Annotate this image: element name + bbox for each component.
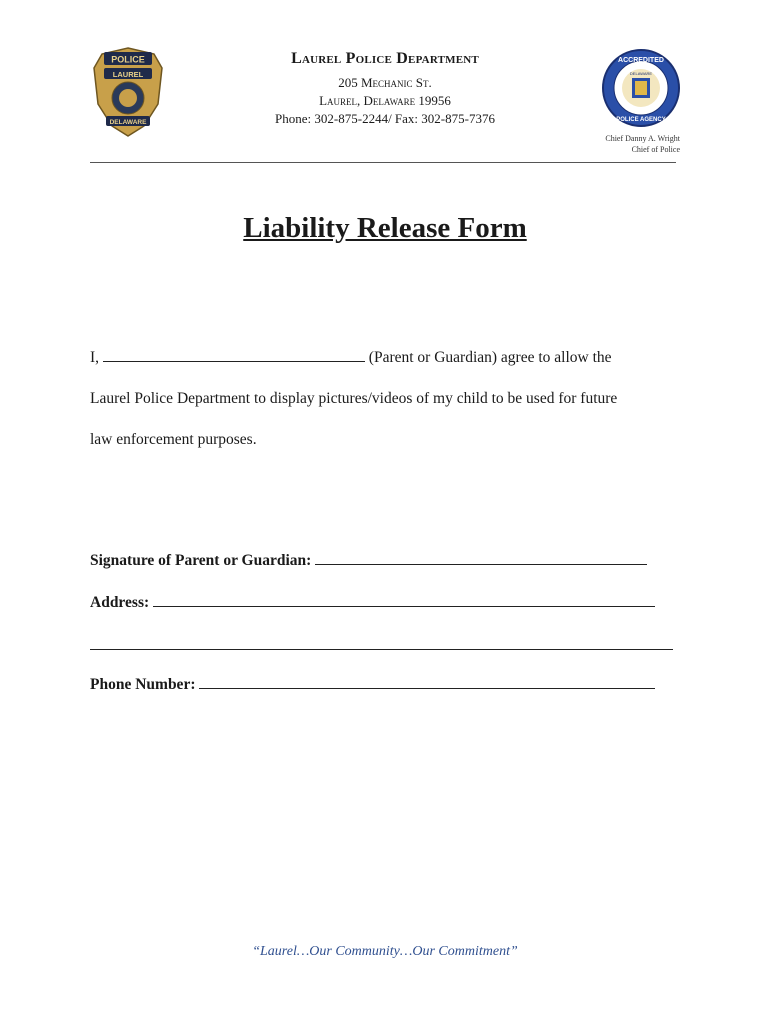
letterhead bbox=[200, 50, 570, 128]
city-state-zip: Laurel, Delaware 19956 bbox=[319, 93, 451, 108]
signature-field[interactable] bbox=[315, 550, 647, 565]
address-row bbox=[90, 592, 655, 612]
street-address: 205 Mechanic St. bbox=[338, 75, 432, 90]
chief-block bbox=[605, 133, 680, 155]
address-label: Address: bbox=[90, 594, 150, 611]
signature-label: Signature of Parent or Guardian: bbox=[90, 552, 312, 569]
accred-top-text: ACCREDITED bbox=[618, 57, 664, 64]
badge-bottom-text: DELAWARE bbox=[109, 119, 147, 126]
department-name: Laurel Police Department bbox=[291, 50, 479, 67]
chief-title: Chief of Police bbox=[631, 145, 680, 154]
phone-label: Phone Number: bbox=[90, 676, 196, 693]
address-field-line-2[interactable] bbox=[90, 649, 673, 650]
address-field[interactable] bbox=[153, 592, 655, 607]
header-divider bbox=[90, 162, 676, 163]
statement-line-3: law enforcement purposes. bbox=[90, 431, 257, 448]
guardian-name-field[interactable] bbox=[103, 347, 365, 362]
accred-bottom-text: POLICE AGENCY bbox=[616, 117, 666, 123]
statement-prefix: I, bbox=[90, 349, 100, 366]
phone-field[interactable] bbox=[199, 674, 655, 689]
statement-line-2: Laurel Police Department to display pictures/videos of my child to be used for future bbox=[90, 390, 618, 407]
accred-state-text: DELAWARE bbox=[629, 71, 653, 76]
phone-fax: Phone: 302-875-2244/ Fax: 302-875-7376 bbox=[275, 111, 495, 126]
accreditation-seal-icon bbox=[601, 48, 681, 128]
statement-line-1 bbox=[90, 337, 690, 378]
phone-row bbox=[90, 674, 655, 694]
badge-top-text: POLICE bbox=[111, 54, 145, 65]
statement-suffix: (Parent or Guardian) agree to allow the bbox=[368, 349, 612, 366]
footer-motto: “Laurel…Our Community…Our Commitment” bbox=[252, 944, 518, 959]
chief-name: Chief Danny A. Wright bbox=[605, 134, 680, 143]
signature-row bbox=[90, 550, 647, 570]
badge-mid-text: LAUREL bbox=[112, 70, 144, 79]
release-statement bbox=[90, 337, 690, 460]
police-badge-seal-icon bbox=[92, 46, 164, 138]
form-title: Liability Release Form bbox=[243, 212, 527, 244]
